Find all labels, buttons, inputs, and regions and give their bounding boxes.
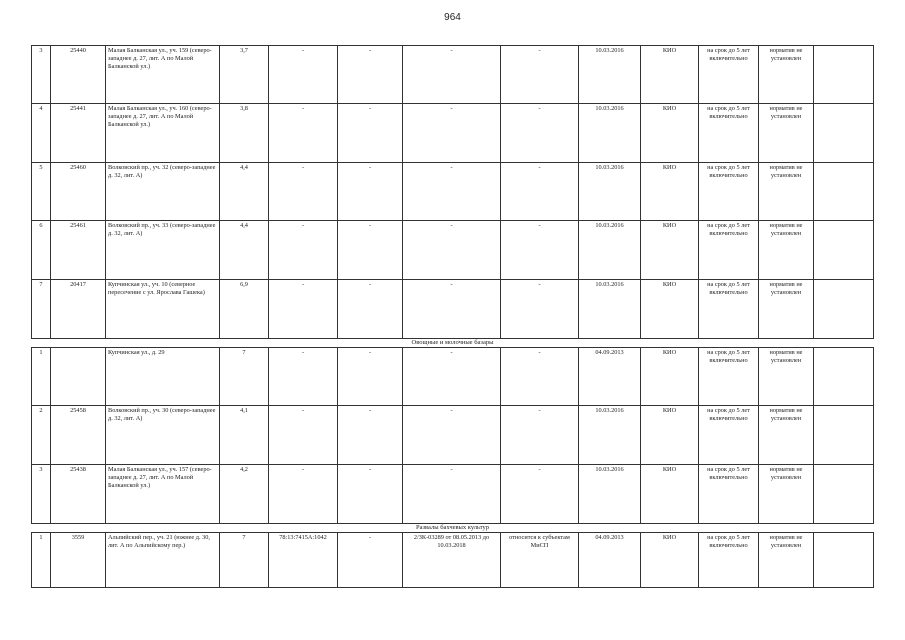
cell-id: 25440 bbox=[51, 46, 106, 104]
cell-address: Волковский пр., уч. 32 (северо-западнее д. 32, лит. А) bbox=[106, 163, 220, 221]
cell-area: 3,8 bbox=[220, 104, 269, 163]
cell-id: 25461 bbox=[51, 221, 106, 280]
table-row bbox=[32, 163, 874, 221]
cell-empty bbox=[814, 533, 874, 588]
cell-org: КИО bbox=[641, 163, 699, 221]
table-row bbox=[32, 280, 874, 339]
cell-empty bbox=[814, 406, 874, 465]
cell-org: КИО bbox=[641, 533, 699, 588]
cell-empty bbox=[814, 348, 874, 406]
cell-id: 25458 bbox=[51, 406, 106, 465]
cell-term: на срок до 5 лет включительно bbox=[699, 533, 759, 588]
cell-date: 04.09.2013 bbox=[579, 348, 641, 406]
cell-area: 7 bbox=[220, 533, 269, 588]
cell-date: 10.03.2016 bbox=[579, 163, 641, 221]
cell-id: 20417 bbox=[51, 280, 106, 339]
cell-empty bbox=[814, 46, 874, 104]
cell-n: 2 bbox=[32, 406, 51, 465]
cell-area: 4,2 bbox=[220, 465, 269, 524]
cell-area: 6,9 bbox=[220, 280, 269, 339]
cell-c3: - bbox=[403, 465, 501, 524]
cell-c2: - bbox=[338, 465, 403, 524]
cell-n: 3 bbox=[32, 46, 51, 104]
cell-address: Малая Балканская ул., уч. 160 (северо-западнее д. 27, лит. А по Малой Балканской ул.) bbox=[106, 104, 220, 163]
cell-area: 4,4 bbox=[220, 221, 269, 280]
cell-address: Купчинская ул., д. 29 bbox=[106, 348, 220, 406]
cell-c1: - bbox=[269, 221, 338, 280]
cell-c2: - bbox=[338, 221, 403, 280]
cell-empty bbox=[814, 104, 874, 163]
cell-c3: 2/ЗК-03289 от 08.05.2013 до 10.03.2018 bbox=[403, 533, 501, 588]
cell-date: 10.03.2016 bbox=[579, 406, 641, 465]
cell-c2: - bbox=[338, 406, 403, 465]
cell-term: на срок до 5 лет включительно bbox=[699, 221, 759, 280]
cell-n: 1 bbox=[32, 533, 51, 588]
cell-term: на срок до 5 лет включительно bbox=[699, 465, 759, 524]
cell-n: 6 bbox=[32, 221, 51, 280]
cell-c3: - bbox=[403, 406, 501, 465]
cell-area: 4,1 bbox=[220, 406, 269, 465]
cell-date: 04.09.2013 bbox=[579, 533, 641, 588]
cell-org: КИО bbox=[641, 465, 699, 524]
cell-id: 3559 bbox=[51, 533, 106, 588]
cell-id bbox=[51, 348, 106, 406]
cell-n: 4 bbox=[32, 104, 51, 163]
table-row bbox=[32, 465, 874, 524]
cell-date: 10.03.2016 bbox=[579, 46, 641, 104]
section-title: Овощные и молочные базары bbox=[411, 339, 494, 346]
section-header-row bbox=[32, 524, 874, 533]
cell-c4: - bbox=[501, 280, 579, 339]
cell-c3: - bbox=[403, 280, 501, 339]
cell-date: 10.03.2016 bbox=[579, 465, 641, 524]
cell-c2: - bbox=[338, 104, 403, 163]
table-row bbox=[32, 348, 874, 406]
cell-n: 7 bbox=[32, 280, 51, 339]
cell-c4: - bbox=[501, 104, 579, 163]
cell-area: 7 bbox=[220, 348, 269, 406]
cell-org: КИО bbox=[641, 348, 699, 406]
section-title: Развалы бахчевых культур bbox=[415, 524, 490, 531]
cell-id: 25441 bbox=[51, 104, 106, 163]
cell-c4: - bbox=[501, 406, 579, 465]
cell-date: 10.03.2016 bbox=[579, 221, 641, 280]
table-row bbox=[32, 533, 874, 588]
cell-org: КИО bbox=[641, 221, 699, 280]
cell-c1: - bbox=[269, 46, 338, 104]
cell-c4: - bbox=[501, 46, 579, 104]
table-row bbox=[32, 104, 874, 163]
cell-term: на срок до 5 лет включительно bbox=[699, 163, 759, 221]
cell-address: Малая Балканская ул., уч. 157 (северо-западнее д. 27, лит. А по Малой Балканской ул.) bbox=[106, 465, 220, 524]
cell-org: КИО bbox=[641, 406, 699, 465]
cell-c3: - bbox=[403, 163, 501, 221]
cell-norm: норматив не установлен bbox=[759, 406, 814, 465]
cell-empty bbox=[814, 221, 874, 280]
cell-c4: - bbox=[501, 221, 579, 280]
cell-n: 5 bbox=[32, 163, 51, 221]
cell-address: Малая Балканская ул., уч. 159 (северо-западнее д. 27, лит. А по Малой Балканской ул.) bbox=[106, 46, 220, 104]
cell-org: КИО bbox=[641, 46, 699, 104]
cell-c3: - bbox=[403, 221, 501, 280]
cell-c2: - bbox=[338, 46, 403, 104]
cell-c1: - bbox=[269, 163, 338, 221]
cell-empty bbox=[814, 163, 874, 221]
cell-org: КИО bbox=[641, 104, 699, 163]
cell-c1: - bbox=[269, 465, 338, 524]
cell-norm: норматив не установлен bbox=[759, 104, 814, 163]
cell-empty bbox=[814, 465, 874, 524]
cell-id: 25438 bbox=[51, 465, 106, 524]
cell-address: Волковский пр., уч. 33 (северо-западнее д. 32, лит. А) bbox=[106, 221, 220, 280]
data-table bbox=[31, 45, 874, 588]
cell-area: 4,4 bbox=[220, 163, 269, 221]
cell-norm: норматив не установлен bbox=[759, 533, 814, 588]
cell-norm: норматив не установлен bbox=[759, 221, 814, 280]
cell-area: 3,7 bbox=[220, 46, 269, 104]
section-header-row bbox=[32, 339, 874, 348]
cell-org: КИО bbox=[641, 280, 699, 339]
cell-c3: - bbox=[403, 46, 501, 104]
cell-c2: - bbox=[338, 280, 403, 339]
cell-c1: - bbox=[269, 406, 338, 465]
cell-term: на срок до 5 лет включительно bbox=[699, 46, 759, 104]
cell-term: на срок до 5 лет включительно bbox=[699, 280, 759, 339]
cell-address: Купчинская ул., уч. 10 (северное пересечение с ул. Ярослава Гашека) bbox=[106, 280, 220, 339]
cell-c4: - bbox=[501, 163, 579, 221]
cell-c4: относится к субъектам МиСП bbox=[501, 533, 579, 588]
cell-c1: - bbox=[269, 280, 338, 339]
table-row bbox=[32, 406, 874, 465]
table-row bbox=[32, 46, 874, 104]
cell-term: на срок до 5 лет включительно bbox=[699, 104, 759, 163]
cell-c3: - bbox=[403, 348, 501, 406]
cell-id: 25460 bbox=[51, 163, 106, 221]
cell-norm: норматив не установлен bbox=[759, 280, 814, 339]
cell-address: Волковский пр., уч. 30 (северо-западнее д. 32, лит. А) bbox=[106, 406, 220, 465]
cell-norm: норматив не установлен bbox=[759, 46, 814, 104]
cell-term: на срок до 5 лет включительно bbox=[699, 406, 759, 465]
cell-date: 10.03.2016 bbox=[579, 280, 641, 339]
cell-c1: - bbox=[269, 348, 338, 406]
page-number: 964 bbox=[444, 12, 461, 23]
cell-norm: норматив не установлен bbox=[759, 163, 814, 221]
cell-c4: - bbox=[501, 348, 579, 406]
cell-c2: - bbox=[338, 348, 403, 406]
cell-c1: - bbox=[269, 104, 338, 163]
cell-c2: - bbox=[338, 163, 403, 221]
cell-term: на срок до 5 лет включительно bbox=[699, 348, 759, 406]
cell-n: 3 bbox=[32, 465, 51, 524]
cell-date: 10.03.2016 bbox=[579, 104, 641, 163]
cell-address: Альпийский пер., уч. 21 (южнее д. 30, лит. А по Альпийскому пер.) bbox=[106, 533, 220, 588]
cell-c2: - bbox=[338, 533, 403, 588]
cell-n: 1 bbox=[32, 348, 51, 406]
cell-c3: - bbox=[403, 104, 501, 163]
table-row bbox=[32, 221, 874, 280]
cell-norm: норматив не установлен bbox=[759, 465, 814, 524]
cell-norm: норматив не установлен bbox=[759, 348, 814, 406]
cell-empty bbox=[814, 280, 874, 339]
cell-c4: - bbox=[501, 465, 579, 524]
cell-c1: 78:13:7415А:1042 bbox=[269, 533, 338, 588]
